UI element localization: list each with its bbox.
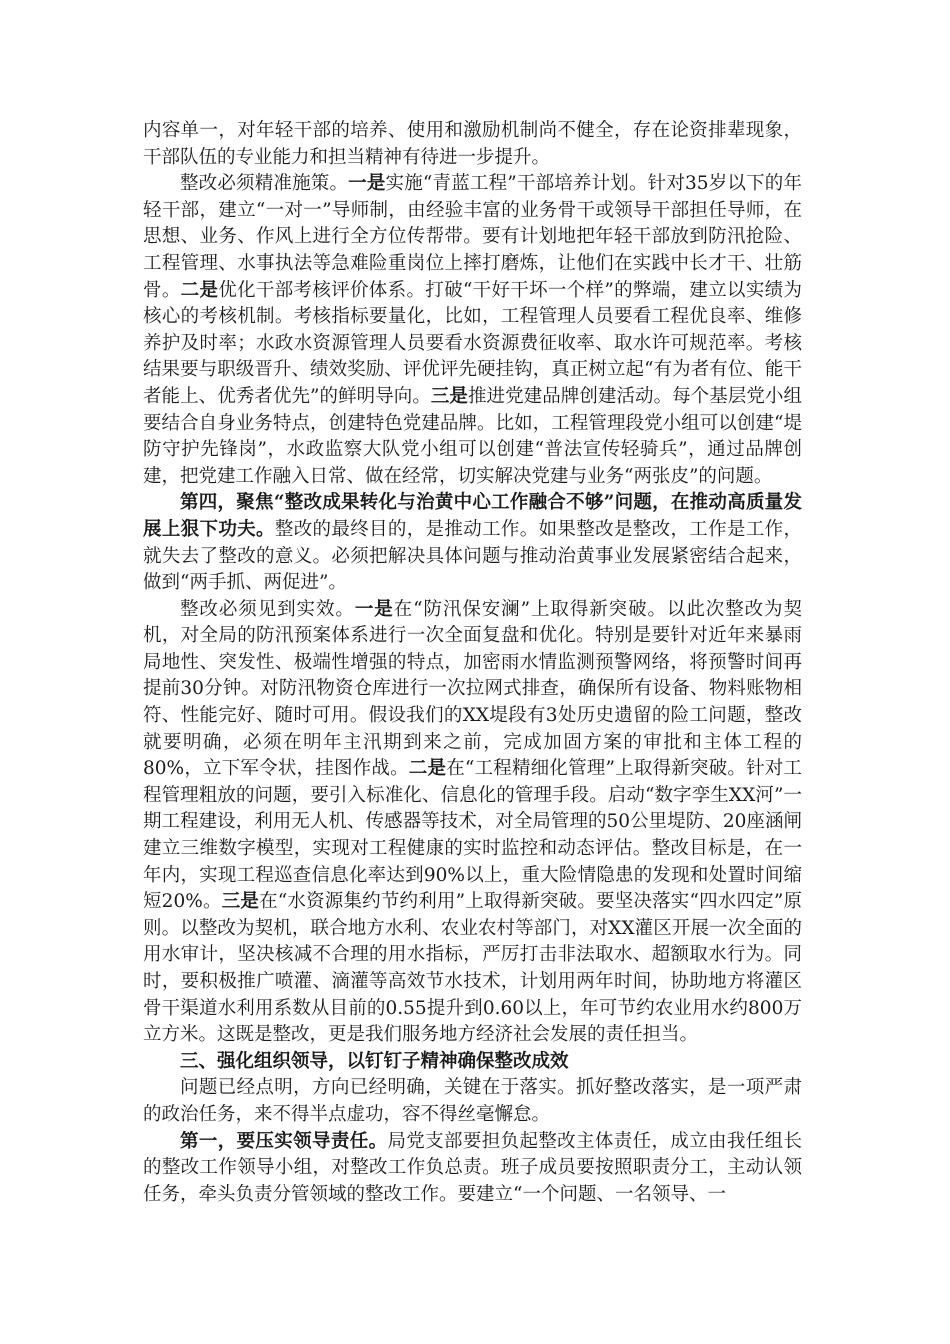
body-text: 在“工程精细化管理”上取得新突破。针对工程管理粗放的问题，要引入标准化、信息化的管理手段。启动“数字孪生XX河”一期工程建设，利用无人机、传感器等技术，对全局管理的50公里堤防、20座涵闸建立三维数字模型，实现对工程健康的实时监控和动态评估。整改目标是，在一年内，实现工程巡查信息化率达到90%以上，重大险情隐患的发现和处置时间缩短20%。 — [143, 758, 802, 913]
bold-text: 二是 — [408, 758, 447, 780]
paragraph-6 — [143, 1075, 802, 1128]
paragraph-5 — [143, 1049, 802, 1076]
body-text: 整改的最终目的，是推动工作。如果整改是整改，工作是工作，就失去了整改的意义。必须把解决具体问题与推动治黄事业发展紧密结合起来，做到“两手抓、两促进”。 — [143, 518, 802, 594]
body-text: 在“水资源集约节约利用”上取得新突破。要坚决落实“四水四定”原则。以整改为契机，联合地方水利、农业农村等部门，对XX灌区开展一次全面的用水审计，坚决核减不合理的用水指标，严厉打击非法取水、超额取水行为。同时，要积极推广喷灌、滴灌等高效节水技术，计划用两年时间，协助地方将灌区骨干渠道水利用系数从目前的0.55提升到0.60以上，年可节约农业用水约800万立方米。这既是整改，更是我们服务地方经济社会发展的责任担当。 — [143, 891, 802, 1046]
body-text: 实施“青蓝工程”干部培养计划。针对35岁以下的年轻干部，建立“一对一”导师制，由经验丰富的业务骨干或领导干部担任导师，在思想、业务、作风上进行全方位传帮带。要有计划地把年轻干部放到防汛抢险、工程管理、水事执法等急难险重岗位上摔打磨炼，让他们在实践中长才干、壮筋骨。 — [143, 173, 802, 301]
bold-text: 一是 — [354, 598, 394, 620]
bold-text: 三是 — [430, 385, 468, 407]
bold-text: 第一，要压实领导责任。 — [180, 1130, 388, 1152]
paragraph-7 — [143, 1129, 802, 1209]
body-text: 在“防汛保安澜”上取得新突破。以此次整改为契机，对全局的防汛预案体系进行一次全面复盘和优化。特别是要针对近年来暴雨局地性、突发性、极端性增强的特点，加密雨水情监测预警网络，将预警时间再提前30分钟。对防汛物资仓库进行一次拉网式排查，确保所有设备、物料账物相符、性能完好、随时可用。假设我们的XX堤段有3处历史遗留的险工问题，整改就要明确，必须在明年主汛期到来之前，完成加固方案的审批和主体工程的80%，立下军令状，挂图作战。 — [143, 598, 802, 780]
paragraph-4 — [143, 597, 802, 1049]
paragraph-3 — [143, 490, 802, 596]
bold-text: 一是 — [348, 173, 386, 195]
bold-text: 三、强化组织领导，以钉钉子精神确保整改成效 — [180, 1050, 569, 1072]
body-text: 推进党建品牌创建活动。每个基层党小组要结合自身业务特点，创建特色党建品牌。比如，工程管理段党小组可以创建“堤防守护先锋岗”，水政监察大队党小组可以创建“普法宣传轻骑兵”，通过品牌创建，把党建工作融入日常、做在经常，切实解决党建与业务“两张皮”的问题。 — [143, 385, 802, 487]
paragraph-2 — [143, 171, 802, 490]
body-text: 问题已经点明，方向已经明确，关键在于落实。抓好整改落实，是一项严肃的政治任务，来不得半点虚功，容不得丝毫懈怠。 — [143, 1077, 802, 1125]
bold-text: 三是 — [221, 891, 260, 913]
paragraph-1 — [143, 118, 802, 171]
bold-text: 二是 — [180, 279, 219, 301]
body-text: 优化干部考核评价体系。打破“干好干坏一个样”的弊端，建立以实绩为核心的考核机制。考核指标要量化，比如，工程管理人员要看工程优良率、维修养护及时率；水政水资源管理人员要看水资源费征收率、取水许可规范率。考核结果要与职级晋升、绩效奖励、评优评先硬挂钩，真正树立起“有为者有位、能干者能上、优秀者优先”的鲜明导向。 — [143, 279, 802, 407]
bold-text: 第四，聚焦“整改成果转化与治黄中心工作融合不够”问题，在推动高质量发展上狠下功夫。 — [143, 492, 802, 540]
body-text: 整改必须精准施策。 — [180, 173, 349, 195]
body-text: 内容单一，对年轻干部的培养、使用和激励机制尚不健全，存在论资排辈现象，干部队伍的专业能力和担当精神有待进一步提升。 — [143, 120, 802, 168]
body-text: 局党支部要担负起整改主体责任，成立由我任组长的整改工作领导小组，对整改工作负总责。班子成员要按照职责分工，主动认领任务，牵头负责分管领域的整改工作。要建立“一个问题、一名领导、一 — [143, 1130, 802, 1205]
body-text: 整改必须见到实效。 — [180, 598, 355, 620]
